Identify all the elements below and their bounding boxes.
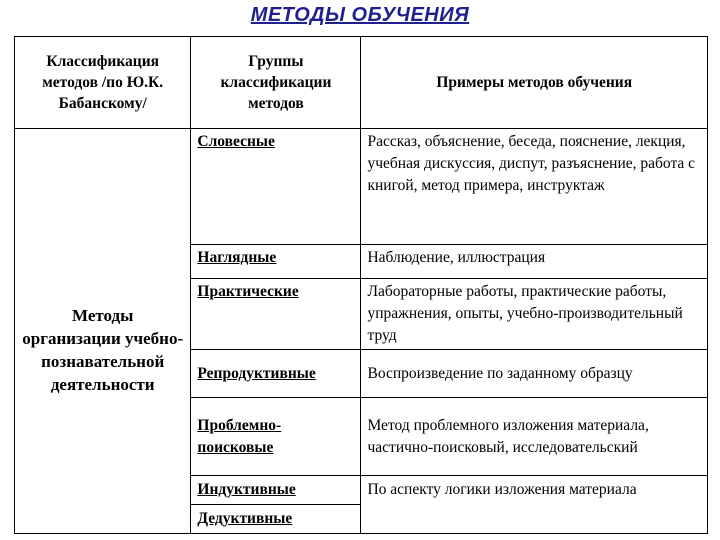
group-cell [191,279,361,350]
examples-cell: Рассказ, объяснение, беседа, пояснение, лекция, учебная дискуссия, диспут, разъяснение, работа с книгой, метод примера, инструктаж [361,129,708,245]
header-classification: Классификация методов /по Ю.К. Бабанскому/ [15,37,191,129]
group-label: Индуктивные [197,481,296,498]
header-groups: Группы классификации методов [191,37,361,129]
examples-cell: По аспекту логики изложения материала [361,476,708,534]
group-label: Словесные [197,133,275,150]
group-cell [191,505,361,534]
group-cell [191,350,361,398]
examples-cell: Метод проблемного изложения материала, частично-поисковый, исследовательский [361,398,708,476]
category-cell: Методы организации учебно-познавательной деятельности [15,129,191,534]
group-label: Проблемно-поисковые [197,416,282,456]
group-label: Наглядные [197,249,277,266]
group-label: Практические [197,283,299,300]
examples-cell: Воспроизведение по заданному образцу [361,350,708,398]
group-label: Дедуктивные [197,510,293,527]
group-cell [191,245,361,279]
page-title: МЕТОДЫ ОБУЧЕНИЯ [250,4,470,26]
methods-table [14,36,708,534]
examples-cell: Лабораторные работы, практические работы, упражнения, опыты, учебно-производительный труд [361,279,708,350]
group-cell [191,129,361,245]
header-examples: Примеры методов обучения [361,37,708,129]
table-header-row [15,37,708,129]
group-label: Репродуктивные [197,364,316,382]
table-row [15,129,708,245]
examples-cell: Наблюдение, иллюстрация [361,245,708,279]
group-cell [191,398,361,476]
group-cell [191,476,361,505]
